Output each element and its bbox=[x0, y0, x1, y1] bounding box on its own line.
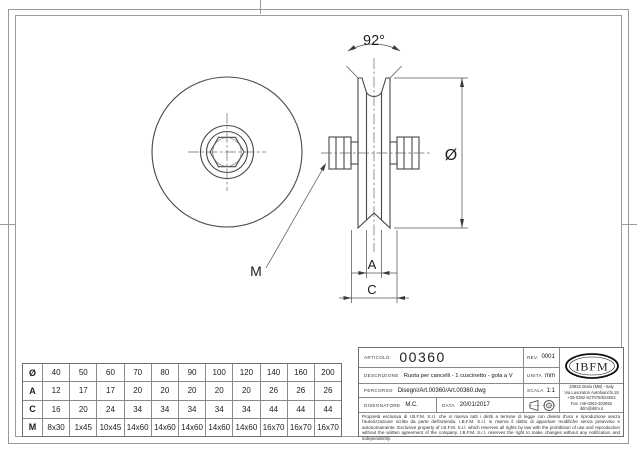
table-row-label: C bbox=[23, 401, 43, 418]
table-cell: 26 bbox=[288, 382, 315, 399]
scala-value: 1:1 bbox=[546, 387, 555, 394]
table-cell: 24 bbox=[97, 401, 124, 418]
table-cell: 14x60 bbox=[206, 419, 233, 436]
table-row-label: Ø bbox=[23, 364, 43, 381]
table-cell: 44 bbox=[261, 401, 288, 418]
table-cell: 20 bbox=[206, 382, 233, 399]
data-label: DATA bbox=[442, 402, 455, 408]
table-cell: 44 bbox=[288, 401, 315, 418]
percorso-value: Disegni/Art.00360/Art.00360.dwg bbox=[397, 387, 486, 394]
table-cell: 60 bbox=[97, 364, 124, 381]
table-cell: 14x60 bbox=[125, 419, 152, 436]
first-angle-projection-icon bbox=[528, 399, 558, 412]
percorso-label: PERCORSO bbox=[364, 388, 393, 394]
diameter-symbol: Ø bbox=[444, 147, 458, 164]
table-cell: 20 bbox=[152, 382, 179, 399]
table-row bbox=[23, 401, 341, 419]
company-logo bbox=[560, 348, 623, 384]
descrizione-value: Ruota per cancelli - 1 cuscinetto - gola a V bbox=[403, 372, 513, 379]
disegnatore-label: DISEGNATORE bbox=[364, 402, 401, 408]
table-cell: 1x45 bbox=[70, 419, 97, 436]
table-cell: 120 bbox=[233, 364, 260, 381]
scala-cell bbox=[524, 384, 559, 398]
table-cell: 26 bbox=[323, 386, 333, 396]
table-cell: 16x70 bbox=[288, 419, 315, 436]
dim-c-label: C bbox=[367, 282, 377, 297]
address-line: Fax +39-0362-302892 bbox=[570, 400, 613, 406]
address-line: ibfm@ibfm.it bbox=[579, 406, 604, 412]
table-cell: 16 bbox=[43, 401, 70, 418]
title-block-right bbox=[560, 348, 623, 412]
unita-cell bbox=[524, 368, 559, 385]
company-address bbox=[560, 384, 623, 412]
table-cell: 44 bbox=[323, 404, 333, 414]
disegnatore-value: M.C. bbox=[405, 402, 418, 409]
table-cell: 50 bbox=[70, 364, 97, 381]
angle-label: 92° bbox=[363, 33, 385, 49]
right-center-mark bbox=[622, 224, 637, 225]
table-cell: 70 bbox=[125, 364, 152, 381]
rev-cell bbox=[524, 348, 559, 368]
table-row bbox=[23, 382, 341, 400]
table-cell: 100 bbox=[206, 364, 233, 381]
percorso-row bbox=[359, 384, 523, 398]
descrizione-row bbox=[359, 368, 523, 385]
disegnatore-data-row bbox=[359, 398, 523, 412]
legal-disclaimer: Proprietà esclusiva di I.B.F.M. S.r.l. che si riserva tutti i diritti a termine di legge con divieto d'uso e riproduzione senza l'autorizzazione scritta da parte dell'azienda. I.B.F.M. S.r.l. si riserva il diritto di apportare modifiche senza preavviso e autonomamente. Exclusive property of I.B.F.M. S.r.l. which reserves all rights by law with the prohibition of use and reproduction without the written agreement of the company. I.B.F.M. S.r.l. reserves the right to make changes without any notification and independently. bbox=[359, 412, 623, 439]
table-row bbox=[23, 364, 341, 382]
table-cell: 14x60 bbox=[233, 419, 260, 436]
table-cell: 20 bbox=[233, 382, 260, 399]
left-center-mark bbox=[0, 224, 15, 225]
rev-label: REV. bbox=[527, 354, 539, 360]
table-row bbox=[23, 419, 341, 436]
disegnatore-cell bbox=[359, 398, 437, 412]
table-row-label: M bbox=[23, 419, 43, 436]
table-cell: 17 bbox=[97, 382, 124, 399]
table-cell: 26 bbox=[261, 382, 288, 399]
address-line: 20832 desio (MB) - Italy bbox=[569, 384, 614, 390]
table-cell: 17 bbox=[70, 382, 97, 399]
table-cell: 20 bbox=[70, 401, 97, 418]
table-cell: 10x45 bbox=[97, 419, 124, 436]
address-line: Via Lavoratori Autobianchi,18 bbox=[564, 389, 619, 395]
table-cell: 8x30 bbox=[43, 419, 70, 436]
dim-a-label: A bbox=[367, 257, 377, 272]
table-cell: 160 bbox=[288, 364, 315, 381]
table-cell: 34 bbox=[179, 401, 206, 418]
scala-label: SCALA bbox=[527, 388, 544, 394]
table-cell: 14x60 bbox=[152, 419, 179, 436]
articolo-label: ARTICOLO. bbox=[364, 354, 392, 360]
unita-value: mm bbox=[544, 372, 555, 379]
table-cell: 200 bbox=[321, 368, 335, 378]
table-cell: 20 bbox=[179, 382, 206, 399]
dimension-table bbox=[22, 363, 342, 437]
descrizione-label: DESCRIZIONE bbox=[364, 373, 399, 379]
articolo-row bbox=[359, 348, 523, 368]
table-cell: 16x70 bbox=[261, 419, 288, 436]
title-block-mid bbox=[524, 348, 560, 412]
logo-text: IBFM bbox=[574, 359, 609, 373]
table-cell: 34 bbox=[125, 401, 152, 418]
data-value: 20/01/2017 bbox=[459, 402, 490, 409]
table-cell: 80 bbox=[152, 364, 179, 381]
table-cell: 140 bbox=[261, 364, 288, 381]
table-row-label: A bbox=[23, 382, 43, 399]
table-cell: 34 bbox=[206, 401, 233, 418]
title-block-main bbox=[359, 348, 524, 412]
top-center-mark bbox=[260, 0, 261, 14]
rev-value: 0001 bbox=[541, 354, 555, 361]
ibfm-logo-icon bbox=[563, 351, 621, 381]
table-cell: 40 bbox=[43, 364, 70, 381]
address-line: +39-0362-627078/624502 bbox=[567, 395, 616, 401]
dim-m-label: M bbox=[250, 263, 262, 279]
table-cell: 16x70 bbox=[317, 422, 339, 432]
table-cell: 90 bbox=[179, 364, 206, 381]
unita-label: UNITA bbox=[527, 373, 542, 379]
articolo-value: 00360 bbox=[399, 349, 446, 366]
table-cell: 20 bbox=[125, 382, 152, 399]
data-cell bbox=[437, 398, 523, 412]
table-cell: 34 bbox=[233, 401, 260, 418]
table-cell: 34 bbox=[152, 401, 179, 418]
projection-cell bbox=[524, 398, 559, 412]
title-block bbox=[358, 347, 624, 441]
table-cell: 12 bbox=[43, 382, 70, 399]
table-cell: 14x60 bbox=[179, 419, 206, 436]
